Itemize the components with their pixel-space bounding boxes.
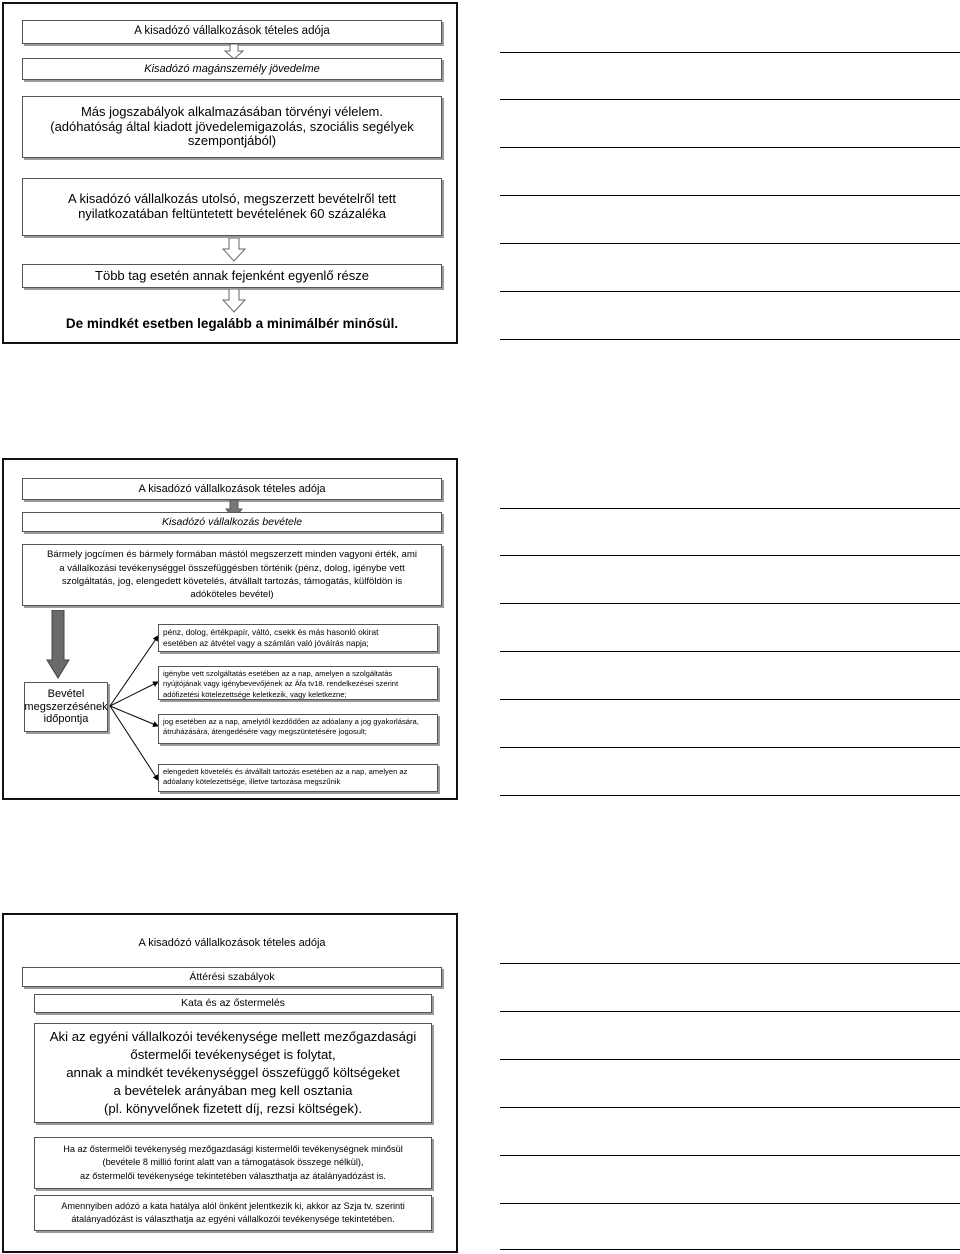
note-line: [500, 1011, 960, 1012]
slide2-item1: pénz, dolog, értékpapír, váltó, csekk és más hasonló okirat esetében az átvétel vagy a számlán való jóváírás napja;: [158, 624, 438, 652]
note-line: [500, 52, 960, 53]
note-line: [500, 1059, 960, 1060]
down-arrow-icon: [222, 289, 246, 313]
slide2-title: A kisadózó vállalkozások tételes adója: [22, 478, 442, 500]
slide2-item2: igénybe vett szolgáltatás esetében az a nap, amelyen a szolgáltatás nyújtójának vagy igénybevevőjének az Áfa tv18. rendelkezései szerint adófizetési kötelezettsége keletkezik, vagy keletkezne;: [158, 666, 438, 700]
slide2-definition: Bármely jogcímen és bármely formában mástól megszerzett minden vagyoni érték, ami a vállalkozási tevékenységgel összefüggésben történik (pénz, dolog, igénybe vett szolgáltatás, jog, elengedett követelés, átvállalt tartozás, támogatás, külföldön is adóköteles bevétel): [22, 544, 442, 606]
slide2-subtitle: Kisadózó vállalkozás bevétele: [22, 512, 442, 532]
note-line: [500, 603, 960, 604]
note-line: [500, 99, 960, 100]
slide2-item3: jog esetében az a nap, amelytől kezdődően az adóalany a jog gyakorlására, átruházására, átengedésére vagy megszüntetésére jogosult;: [158, 714, 438, 744]
slide2-item4: elengedett követelés és átvállalt tartozás esetében az a nap, amelyen az adóalany kötelezettsége, illetve tartozása megszűnik: [158, 764, 438, 792]
slide1-box3: Több tag esetén annak fejenként egyenlő része: [22, 264, 442, 288]
slide1-title: A kisadózó vállalkozások tételes adója: [22, 20, 442, 44]
note-line: [500, 1249, 960, 1250]
slide3-para1: Ha az őstermelői tevékenység mezőgazdasági kistermelői tevékenységnek minősül (bevétele 8 millió forint alatt van a támogatások összege nélkül), az őstermelői tevékenysége tekintetében választhatja az átalányadózást is.: [34, 1137, 432, 1189]
note-line: [500, 1155, 960, 1156]
slide3-main: Aki az egyéni vállalkozói tevékenysége mellett mezőgazdasági őstermelői tevékenységet is folytat, annak a mindkét tevékenységgel összefüggő költségeket a bevételek arányában meg kell osztania (pl. könyvelőnek fizetett díj, rezsi költségek).: [34, 1023, 432, 1123]
slide3-subtitle2: Kata és az őstermelés: [34, 994, 432, 1013]
down-arrow-icon: [46, 610, 70, 680]
down-arrow-icon: [222, 238, 246, 262]
note-line: [500, 555, 960, 556]
note-line: [500, 1107, 960, 1108]
note-line: [500, 1203, 960, 1204]
slide1-subtitle: Kisadózó magánszemély jövedelme: [22, 58, 442, 80]
slide-2: [2, 458, 458, 800]
slide3-para2: Amennyiben adózó a kata hatálya alól önként jelentkezik ki, akkor az Szja tv. szerinti átalányadózást is választhatja az egyéni vállalkozói tevékenysége tekintetében.: [34, 1195, 432, 1231]
slide3-subtitle1: Áttérési szabályok: [22, 967, 442, 987]
note-line: [500, 747, 960, 748]
note-line: [500, 195, 960, 196]
note-line: [500, 963, 960, 964]
note-line: [500, 147, 960, 148]
slide1-box2: A kisadózó vállalkozás utolsó, megszerzett bevételről tett nyilatkozatában feltüntetett bevételének 60 százaléka: [22, 178, 442, 236]
note-line: [500, 795, 960, 796]
slide2-left-box: Bevétel megszerzésének időpontja: [24, 682, 108, 732]
slide1-box4: De mindkét esetben legalább a minimálbér minősül.: [65, 316, 399, 331]
note-line: [500, 508, 960, 509]
slide1-box1: Más jogszabályok alkalmazásában törvényi vélelem. (adóhatóság által kiadott jövedelemigazolás, szociális segélyek szempontjából): [22, 96, 442, 158]
note-line: [500, 651, 960, 652]
slide-1: [2, 2, 458, 344]
note-line: [500, 291, 960, 292]
branch-arrows: [108, 630, 164, 790]
slide-3: [2, 913, 458, 1253]
note-line: [500, 339, 960, 340]
slide3-title: A kisadózó vállalkozások tételes adója: [138, 937, 326, 949]
note-line: [500, 699, 960, 700]
note-line: [500, 243, 960, 244]
